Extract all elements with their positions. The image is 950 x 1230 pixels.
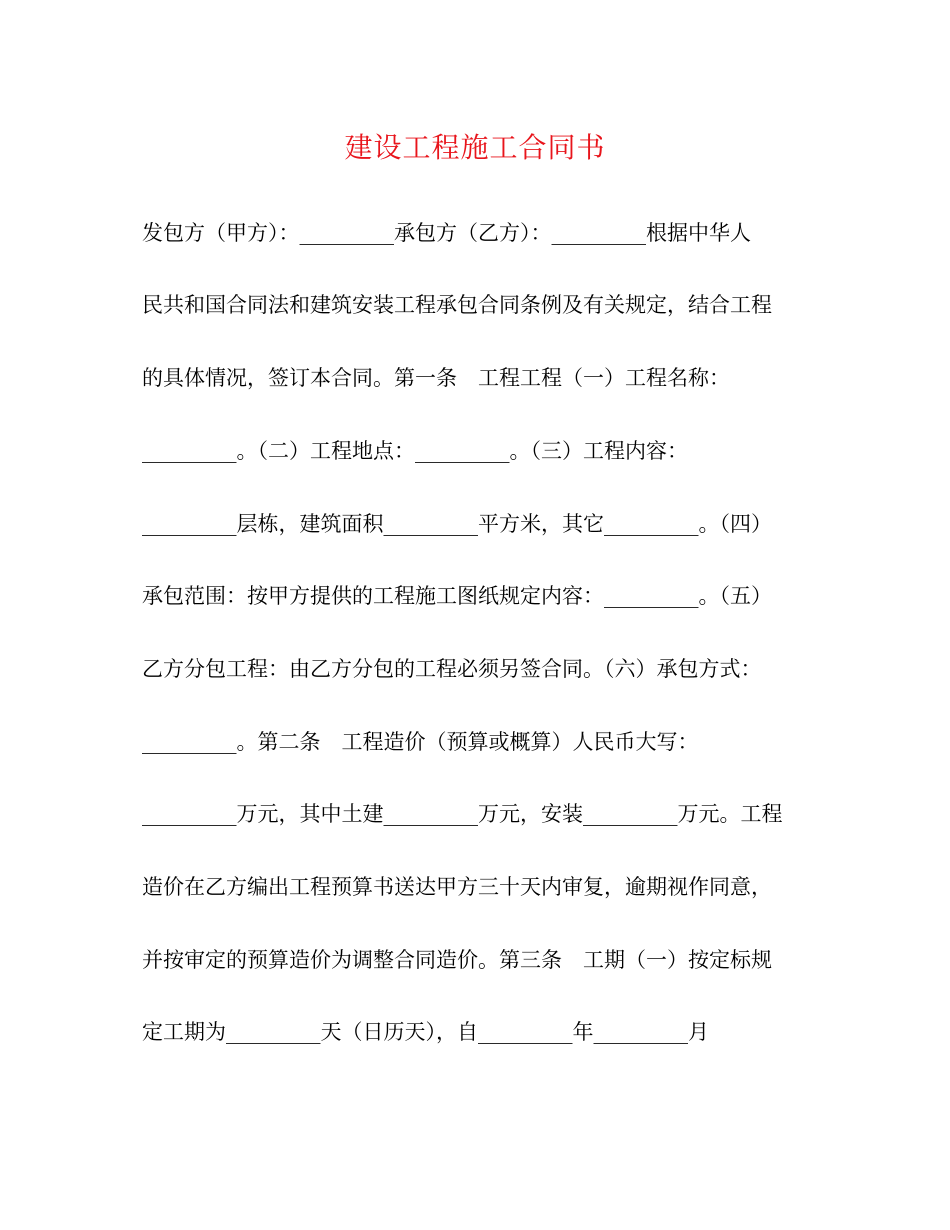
body-line-1: 发包方（甲方）：_________承包方（乙方）：_________根据中华人 [142,221,751,245]
body-line-4: _________。（二）工程地点：_________。（三）工程内容： [142,439,688,463]
body-line-11: 并按审定的预算造价为调整合同造价。第三条 工期（一）按定标规 [142,948,772,972]
body-line-8: _________。第二条 工程造价（预算或概算）人民币大写： [142,730,699,754]
body-line-5: _________层栋，建筑面积_________平方米，其它_________。（四） [142,512,772,536]
body-line-9: _________万元，其中土建_________万元，安装_________万元。工程 [142,802,783,826]
document-title: 建设工程施工合同书 [344,131,606,164]
body-line-12: 定工期为_________天（日历天），自_________年_________月 [142,1020,709,1044]
body-line-6: 承包范围：按甲方提供的工程施工图纸规定内容：_________。（五） [142,584,772,608]
body-line-7: 乙方分包工程：由乙方分包的工程必须另签合同。（六）承包方式： [142,657,762,681]
body-line-10: 造价在乙方编出工程预算书送达甲方三十天内审复，逾期视作同意， [142,875,772,899]
body-line-2: 民共和国合同法和建筑安装工程承包合同条例及有关规定，结合工程 [142,293,772,317]
body-line-3: 的具体情况，签订本合同。第一条 工程工程（一）工程名称： [142,366,730,390]
